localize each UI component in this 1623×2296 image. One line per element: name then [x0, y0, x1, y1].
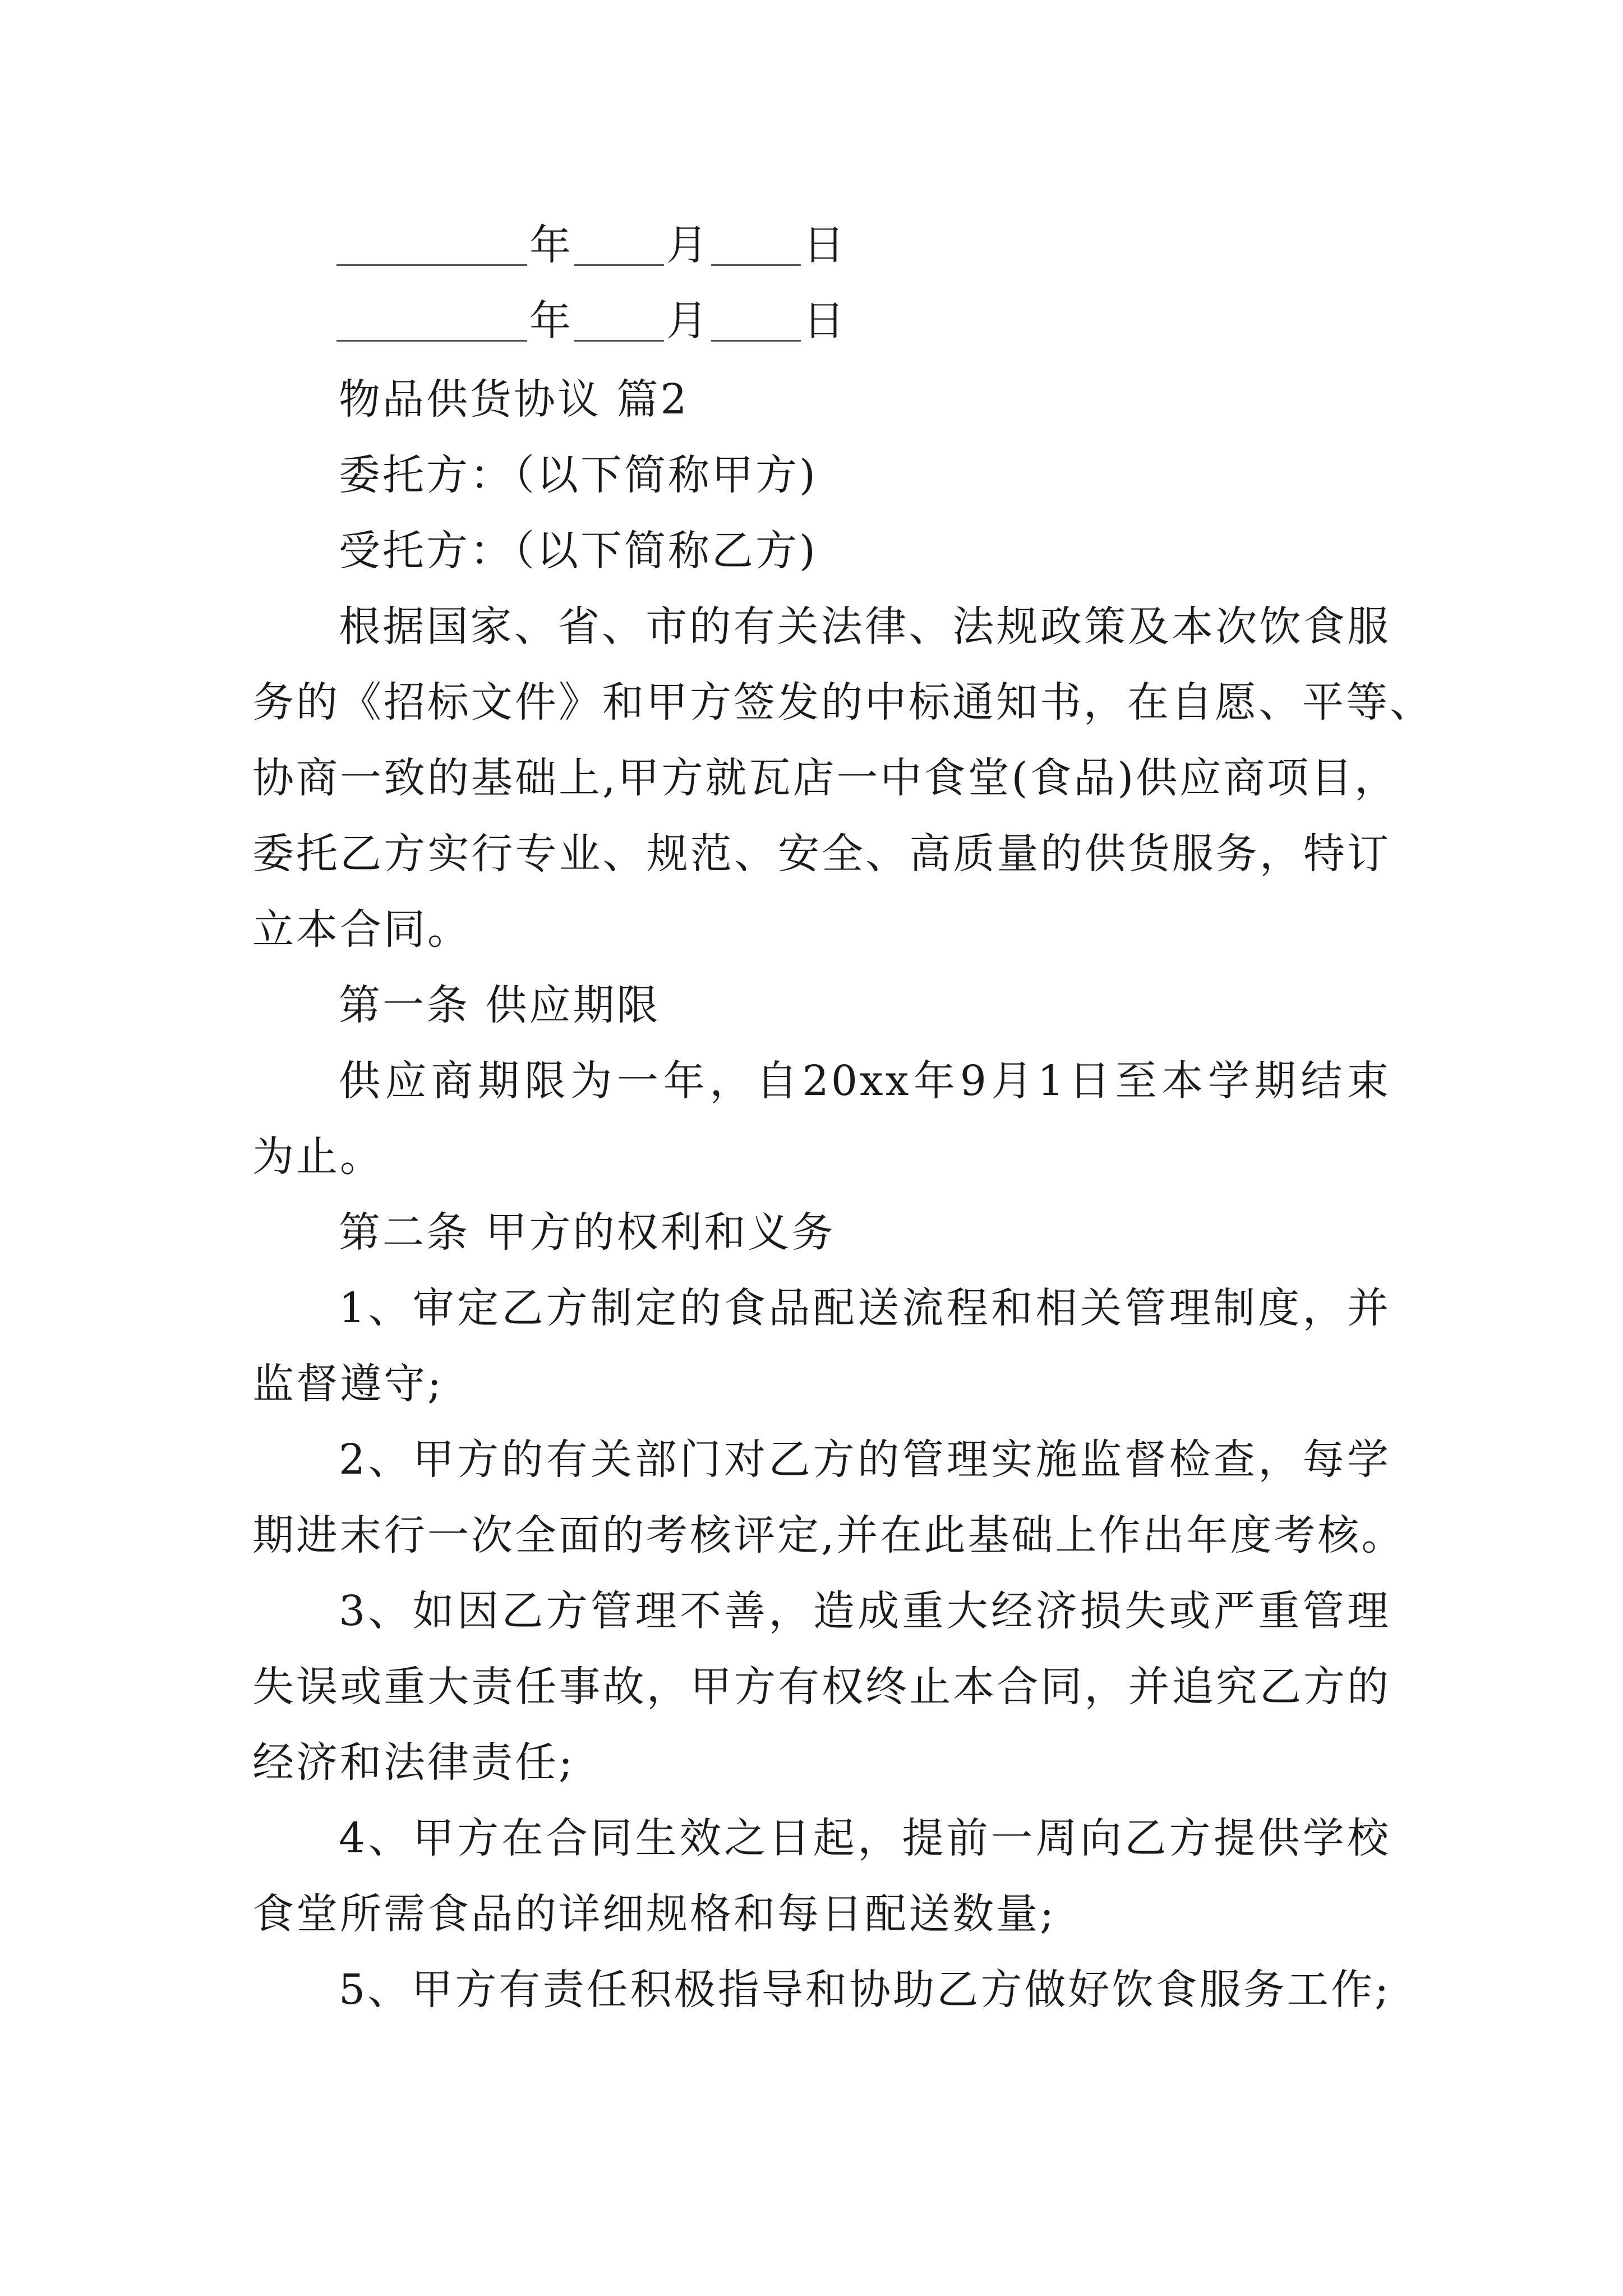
month-label: 月 — [666, 221, 708, 269]
intro-line: 协商一致的基础上,甲方就瓦店一中食堂(食品)供应商项目， — [252, 754, 1399, 802]
item3-line: 失误或重大责任事故，甲方有权终止本合同，并追究乙方的 — [252, 1663, 1391, 1711]
article1-heading: 第一条 供应期限 — [339, 981, 661, 1029]
item2-line: 2、甲方的有关部门对乙方的管理实施监督检查，每学 — [339, 1435, 1391, 1484]
document-title: 物品供货协议 篇2 — [339, 375, 689, 424]
item1-line: 监督遵守; — [252, 1360, 444, 1408]
day-label: 日 — [803, 221, 845, 269]
article2-heading: 第二条 甲方的权利和义务 — [339, 1208, 836, 1257]
intro-line: 务的《招标文件》和甲方签发的中标通知书，在自愿、平等、 — [252, 678, 1433, 726]
item1-line: 1、审定乙方制定的食品配送流程和相关管理制度，并 — [339, 1284, 1391, 1332]
intro-line: 立本合同。 — [252, 905, 471, 954]
month-blank — [574, 231, 664, 266]
item4-line: 食堂所需食品的详细规格和每日配送数量; — [252, 1890, 1056, 1938]
item3-line: 3、如因乙方管理不善，造成重大经济损失或严重管理 — [339, 1587, 1391, 1635]
item4-line: 4、甲方在合同生效之日起，提前一周向乙方提供学校 — [339, 1814, 1391, 1862]
day-label: 日 — [803, 297, 845, 345]
date-line-1 — [336, 221, 848, 269]
day-blank — [711, 231, 801, 266]
item3-line: 经济和法律责任; — [252, 1738, 575, 1787]
month-label: 月 — [666, 297, 708, 345]
month-blank — [574, 306, 664, 342]
article1-line: 供应商期限为一年，自20xx年9月1日至本学期结束 — [339, 1057, 1391, 1105]
day-blank — [711, 306, 801, 342]
contractor-party: 受托方：（以下简称乙方) — [339, 527, 818, 575]
year-blank — [336, 306, 527, 342]
year-label: 年 — [529, 221, 571, 269]
item5-line: 5、甲方有责任积极指导和协助乙方做好饮食服务工作; — [339, 1966, 1391, 2014]
year-label: 年 — [529, 297, 571, 345]
year-blank — [336, 231, 527, 266]
intro-line: 根据国家、省、市的有关法律、法规政策及本次饮食服 — [339, 602, 1391, 651]
intro-line: 委托乙方实行专业、规范、安全、高质量的供货服务，特订 — [252, 830, 1391, 878]
item2-line: 期进末行一次全面的考核评定,并在此基础上作出年度考核。 — [252, 1511, 1405, 1559]
client-party: 委托方：（以下简称甲方) — [339, 451, 818, 499]
article1-line: 为止。 — [252, 1133, 384, 1181]
date-line-2 — [336, 297, 848, 345]
